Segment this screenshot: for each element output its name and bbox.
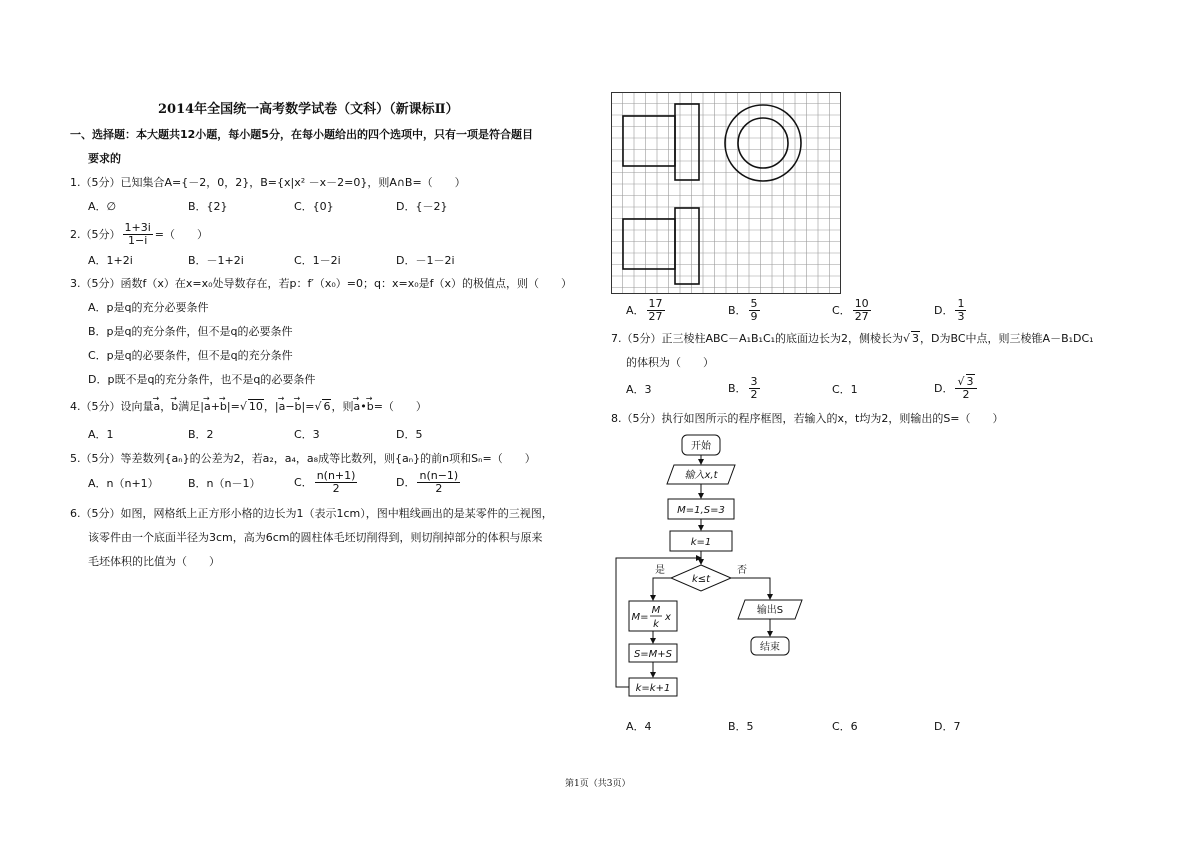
q7-option-a: A．3 <box>626 383 652 396</box>
q7-line-2: 的体积为（ ） <box>626 356 714 369</box>
top-view-inner-circle <box>738 118 788 168</box>
q7-d-sqrt: 3 <box>966 375 974 388</box>
q5-d-fraction <box>417 470 460 495</box>
vector-a: → a <box>279 400 286 414</box>
vector-a: → a <box>204 400 211 414</box>
q6-line-3: 毛坯体积的比值为（ ） <box>88 555 220 568</box>
q1-option-d: D．{－2} <box>396 200 448 213</box>
q6-a-num: 17 <box>648 297 663 310</box>
q4-text-6: ，则 <box>331 400 354 413</box>
q3-stem: 3.（5分）函数f（x）在x=x₀处导数存在，若p：f′（x₀）=0；q：x=x₀是f（x）的极值点，则（ ） <box>70 277 573 290</box>
q6-c-num: 10 <box>854 297 869 310</box>
q7-b-den: 2 <box>750 388 758 401</box>
q7-option-c: C．1 <box>832 383 858 396</box>
q8-option-a: A．4 <box>626 720 652 733</box>
q4-text-5: |= <box>301 400 315 413</box>
q2-option-a: A．1+2i <box>88 254 133 267</box>
q7-d-prefix: D． <box>934 381 954 395</box>
q6-option-b <box>728 298 762 323</box>
q5-stem: 5.（5分）等差数列{aₙ}的公差为2，若a₂，a₄，a₈成等比数列，则{aₙ}的前n项和Sₙ=（ ） <box>70 452 536 465</box>
page-title: 2014年全国统一高考数学试卷（文科）（新课标Ⅱ） <box>158 102 459 117</box>
q6-option-d <box>934 298 968 323</box>
q4-stem: 4.（5分）设向量→ a，→ b满足|→ a+→ b|=√ 10，|→ a−→ b|=√ 6，则→ a•→ b=（ ） <box>70 400 427 414</box>
top-view-outer-circle <box>725 105 801 181</box>
q5-option-d <box>396 470 462 495</box>
q7-option-b <box>728 376 762 401</box>
q7-option-d <box>934 376 979 401</box>
q6-b-den: 9 <box>750 310 758 323</box>
three-view-figure <box>611 92 841 294</box>
q2-stem <box>70 222 208 247</box>
q4-text-2: 满足| <box>178 400 204 413</box>
vector-a: → a <box>154 400 161 414</box>
q4-text-4: ，| <box>263 400 279 413</box>
flow-s-label: S=M+S <box>633 649 673 660</box>
flowchart <box>610 432 815 707</box>
vector-b: → b <box>295 400 302 414</box>
q4-option-b: B．2 <box>188 428 214 441</box>
q2-num: 1+3i <box>124 221 151 234</box>
vector-a: → a <box>353 400 360 414</box>
flow-start-label: 开始 <box>691 441 711 452</box>
q6-option-a <box>626 298 667 323</box>
q6-d-prefix: D． <box>934 303 954 317</box>
q6-d-num: 1 <box>957 297 965 310</box>
q7-stem: 7.（5分）正三棱柱ABC－A₁B₁C₁的底面边长为2，侧棱长为√ 3，D为BC中点，则三棱锥A－B₁DC₁ <box>611 332 1094 345</box>
q5-option-c <box>294 470 359 495</box>
flow-input-label: 输入x,t <box>684 470 718 481</box>
sqrt-6: 6 <box>323 400 331 413</box>
q5-c-fraction <box>315 470 358 495</box>
q6-b-fraction <box>749 298 760 323</box>
q4-text-3: |= <box>226 400 240 413</box>
q2-option-c: C．1－2i <box>294 254 341 267</box>
q6-d-fraction <box>955 298 966 323</box>
q5-d-den: 2 <box>435 482 443 495</box>
q6-a-prefix: A． <box>626 303 645 317</box>
flow-yes-label: 是 <box>655 565 665 576</box>
part-outlines <box>623 104 801 284</box>
q4-option-d: D．5 <box>396 428 423 441</box>
q2-option-d: D．－1－2i <box>396 254 455 267</box>
q5-d-prefix: D． <box>396 475 416 489</box>
sqrt-3: 3 <box>912 332 920 345</box>
q5-c-den: 2 <box>332 482 340 495</box>
flow-end-label: 结束 <box>760 642 780 653</box>
q8-option-b: B．5 <box>728 720 754 733</box>
q4-option-c: C．3 <box>294 428 320 441</box>
vector-b: → b <box>171 400 178 414</box>
q1-option-c: C．{0} <box>294 200 334 213</box>
front-view-small-rect <box>623 116 675 166</box>
q5-c-prefix: C． <box>294 475 313 489</box>
q8-option-d: D．7 <box>934 720 961 733</box>
q1-stem: 1.（5分）已知集合A={－2，0，2}，B={x|x² －x－2=0}，则A∩B=（ ） <box>70 176 466 189</box>
sqrt-10: 10 <box>248 400 263 413</box>
q7-text-2: ，D为BC中点，则三棱锥A－B₁DC₁ <box>920 332 1094 345</box>
q5-c-num: n(n+1) <box>316 469 356 482</box>
q7-b-fraction <box>749 376 760 401</box>
vector-b: → b <box>220 400 227 414</box>
q6-option-c <box>832 298 873 323</box>
q2-den: 1−i <box>128 234 148 247</box>
q5-d-num: n(n−1) <box>419 469 459 482</box>
q1-option-a: A．∅ <box>88 200 117 213</box>
flow-no-label: 否 <box>737 565 747 576</box>
q2-suffix: =（ ） <box>154 227 208 241</box>
q3-option-b: B．p是q的充分条件，但不是q的必要条件 <box>88 325 293 338</box>
q4-option-a: A．1 <box>88 428 114 441</box>
flow-cond-label: k≤t <box>691 574 711 585</box>
q6-line-1: 6.（5分）如图，网格纸上正方形小格的边长为1（表示1cm），图中粗线画出的是某零件的三视图， <box>70 507 553 520</box>
q6-c-den: 27 <box>854 310 869 323</box>
q3-option-c: C．p是q的必要条件，但不是q的充分条件 <box>88 349 293 362</box>
side-view-large-rect <box>675 208 699 284</box>
q4-text-1: 4.（5分）设向量 <box>70 400 154 413</box>
flow-init-label: M=1,S=3 <box>677 505 725 516</box>
q5-option-a: A．n（n+1） <box>88 477 159 490</box>
flow-m-den: k <box>653 619 659 630</box>
front-view-large-rect <box>675 104 699 180</box>
q7-d-den: 2 <box>962 388 970 401</box>
q6-c-prefix: C． <box>832 303 851 317</box>
q6-a-den: 27 <box>648 310 663 323</box>
q3-option-a: A．p是q的充分必要条件 <box>88 301 209 314</box>
q7-b-prefix: B． <box>728 381 747 395</box>
q7-d-num: √ 3 <box>955 376 976 389</box>
flow-m-prefix: M= <box>631 612 649 623</box>
q6-c-fraction <box>853 298 871 323</box>
flow-m-num: M <box>651 605 661 616</box>
q6-b-num: 5 <box>750 297 758 310</box>
vector-b: → b <box>367 400 374 414</box>
q2-option-b: B．－1+2i <box>188 254 244 267</box>
q7-text-1: 7.（5分）正三棱柱ABC－A₁B₁C₁的底面边长为2，侧棱长为 <box>611 332 904 345</box>
flow-m-suffix: x <box>665 612 671 623</box>
q1-option-b: B．{2} <box>188 200 228 213</box>
q6-d-den: 3 <box>957 310 965 323</box>
q8-stem: 8.（5分）执行如图所示的程序框图，若输入的x，t均为2，则输出的S=（ ） <box>611 412 1004 425</box>
q2-prefix: 2.（5分） <box>70 227 121 241</box>
q6-line-2: 该零件由一个底面半径为3cm，高为6cm的圆柱体毛坯切削得到，则切削掉部分的体积与原来 <box>88 531 543 544</box>
q3-option-d: D．p既不是q的充分条件，也不是q的必要条件 <box>88 373 316 386</box>
q4-text-7: =（ ） <box>373 400 427 413</box>
flow-output-label: 输出S <box>756 605 784 616</box>
q5-option-b: B．n（n－1） <box>188 477 261 490</box>
section-heading-cont: 要求的 <box>88 152 121 165</box>
page-footer: 第1页（共3页） <box>565 779 631 789</box>
flow-k1-label: k=1 <box>690 537 712 548</box>
section-heading: 一、选择题：本大题共12小题，每小题5分，在每小题给出的四个选项中，只有一项是符合题目 <box>70 128 533 141</box>
grid-lines <box>611 92 841 294</box>
q6-a-fraction <box>647 298 665 323</box>
side-view-small-rect <box>623 219 675 269</box>
flow-k-inc-label: k=k+1 <box>635 683 671 694</box>
q7-b-num: 3 <box>750 375 758 388</box>
q8-option-c: C．6 <box>832 720 858 733</box>
q2-fraction <box>123 222 153 247</box>
q6-b-prefix: B． <box>728 303 747 317</box>
q7-d-fraction <box>955 376 976 401</box>
